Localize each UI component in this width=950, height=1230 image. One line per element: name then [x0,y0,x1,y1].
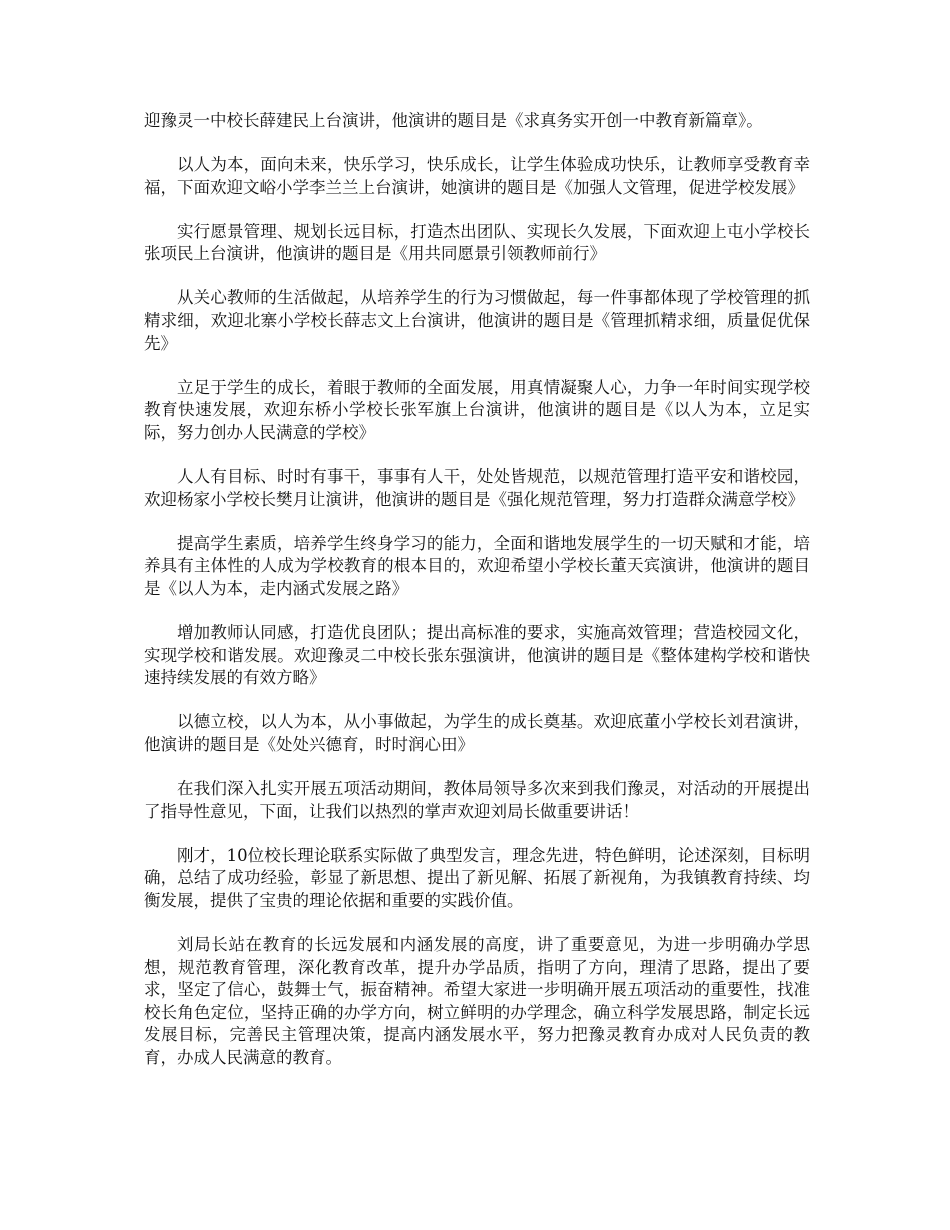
paragraph-3: 实行愿景管理、规划长远目标，打造杰出团队、实现长久发展，下面欢迎上屯小学校长张项民上台演讲，他演讲的题目是《用共同愿景引领教师前行》 [144,221,810,264]
document-page [144,110,810,1091]
paragraph-4: 从关心教师的生活做起，从培养学生的行为习惯做起，每一件事都体现了学校管理的抓精求细，欢迎北寨小学校长薛志文上台演讲，他演讲的题目是《管理抓精求细，质量促优保先》 [144,288,810,353]
paragraph-7: 提高学生素质，培养学生终身学习的能力，全面和谐地发展学生的一切天赋和才能，培养具有主体性的人成为学校教育的根本目的，欢迎希望小学校长董天宾演讲，他演讲的题目是《以人为本，走内涵式发展之路》 [144,533,810,598]
paragraph-6: 人人有目标、时时有事干，事事有人干，处处皆规范，以规范管理打造平安和谐校园，欢迎杨家小学校长樊月让演讲，他演讲的题目是《强化规范管理，努力打造群众满意学校》 [144,467,810,509]
paragraph-2: 以人为本，面向未来，快乐学习，快乐成长，让学生体验成功快乐，让教师享受教育幸福，下面欢迎文峪小学李兰兰上台演讲，她演讲的题目是《加强人文管理，促进学校发展》 [144,155,810,197]
paragraph-9: 以德立校，以人为本，从小事做起，为学生的成长奠基。欢迎底董小学校长刘君演讲，他演讲的题目是《处处兴德育，时时润心田》 [144,712,810,754]
paragraph-12: 刘局长站在教育的长远发展和内涵发展的高度，讲了重要意见，为进一步明确办学思想，规范教育管理，深化教育改革，提升办学品质，指明了方向，理清了思路，提出了要求，坚定了信心，鼓舞士气，振奋精神。希望大家进一步明确开展五项活动的重要性，找准校长角色定位，坚持正确的办学方向，树立鲜明的办学理念，确立科学发展思路，制定长远发展目标，完善民主管理决策，提高内涵发展水平，努力把豫灵教育办成对人民负责的教育，办成人民满意的教育。 [144,934,810,1067]
paragraph-1: 迎豫灵一中校长薛建民上台演讲，他演讲的题目是《求真务实开创一中教育新篇章》。 [144,111,763,130]
paragraph-8: 增加教师认同感，打造优良团队；提出高标准的要求，实施高效管理；营造校园文化，实现学校和谐发展。欢迎豫灵二中校长张东强演讲，他演讲的题目是《整体建构学校和谐快速持续发展的有效方略》 [144,623,810,688]
paragraph-10: 在我们深入扎实开展五项活动期间，教体局领导多次来到我们豫灵，对活动的开展提出了指导性意见，下面，让我们以热烈的掌声欢迎刘局长做重要讲话！ [144,778,810,821]
paragraph-11: 刚才，10位校长理论联系实际做了典型发言，理念先进，特色鲜明，论述深刻，目标明确，总结了成功经验，彰显了新思想、提出了新见解、拓展了新视角，为我镇教育持续、均衡发展，提供了宝贵的理论依据和重要的实践价值。 [144,845,810,910]
paragraph-5: 立足于学生的成长，着眼于教师的全面发展，用真情凝聚人心，力争一年时间实现学校教育快速发展，欢迎东桥小学校长张军旗上台演讲，他演讲的题目是《以人为本，立足实际，努力创办人民满意的学校》 [144,377,810,442]
